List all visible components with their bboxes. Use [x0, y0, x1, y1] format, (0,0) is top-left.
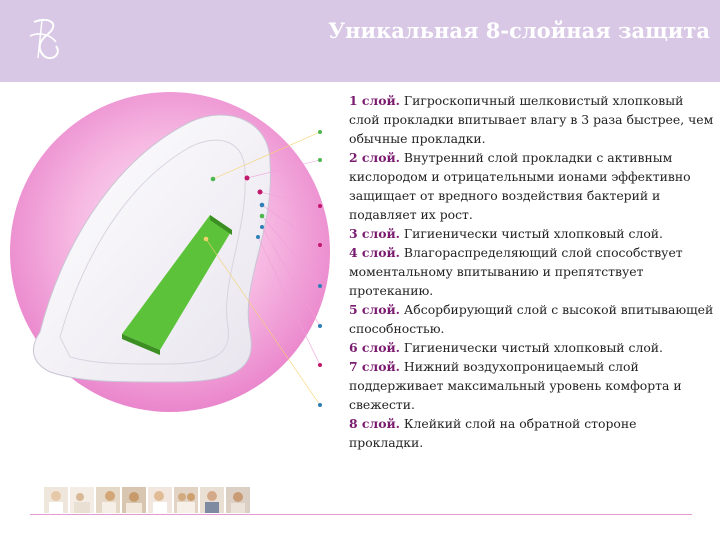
layer-7: [349, 357, 714, 414]
layer-descriptions: [349, 91, 714, 452]
photo-thumbnail: [122, 487, 146, 513]
layer-number: 4 слой.: [349, 245, 400, 260]
layer-text: Нижний воздухопроницаемый слой поддерживает максимальный уровень комфорта и свежести.: [349, 359, 682, 412]
header-banner: [0, 0, 720, 82]
layer-number: 2 слой.: [349, 150, 400, 165]
layer-text: Клейкий слой на обратной стороне прокладки.: [349, 416, 637, 450]
photo-thumbnail: [200, 487, 224, 513]
footer-divider: [30, 514, 692, 515]
layer-number: 7 слой.: [349, 359, 400, 374]
sanitary-pad-layers-icon: [0, 82, 350, 482]
layer-1: [349, 91, 714, 148]
layer-4: [349, 243, 714, 300]
layer-2: [349, 148, 714, 224]
layer-text: Гигиенически чистый хлопковый слой.: [399, 226, 663, 241]
layer-text: Гигроскопичный шелковистый хлопковый слой прокладки впитывает влагу в 3 раза быстрее, чем обычные прокладки.: [349, 93, 714, 146]
layer-number: 5 слой.: [349, 302, 400, 317]
photo-thumbnail: [226, 487, 250, 513]
layer-number: 6 слой.: [349, 340, 400, 355]
photo-thumbnail: [148, 487, 172, 513]
photo-thumbnail: [44, 487, 68, 513]
monogram-logo-icon: [20, 12, 70, 64]
layer-3: [349, 224, 714, 243]
layer-5: [349, 300, 714, 338]
layer-text: Гигиенически чистый хлопковый слой.: [399, 340, 663, 355]
photo-thumbnail: [96, 487, 120, 513]
photo-strip: [44, 487, 250, 513]
page-title: Уникальная 8-слойная защита: [328, 18, 710, 43]
layer-text: Влагораспределяющий слой способствует моментальному впитыванию и препятствует протеканию.: [349, 245, 683, 298]
layer-number: 1 слой.: [349, 93, 400, 108]
layer-text: Абсорбирующий слой с высокой впитывающей способностью.: [349, 302, 714, 336]
layer-6: [349, 338, 714, 357]
layer-text: Внутренний слой прокладки с активным кислородом и отрицательными ионами эффективно защищает от вредного воздействия бактерий и подавляет их рост.: [349, 150, 691, 222]
photo-thumbnail: [174, 487, 198, 513]
layer-number: 3 слой.: [349, 226, 400, 241]
layer-number: 8 слой.: [349, 416, 400, 431]
layer-8: [349, 414, 714, 452]
photo-thumbnail: [70, 487, 94, 513]
